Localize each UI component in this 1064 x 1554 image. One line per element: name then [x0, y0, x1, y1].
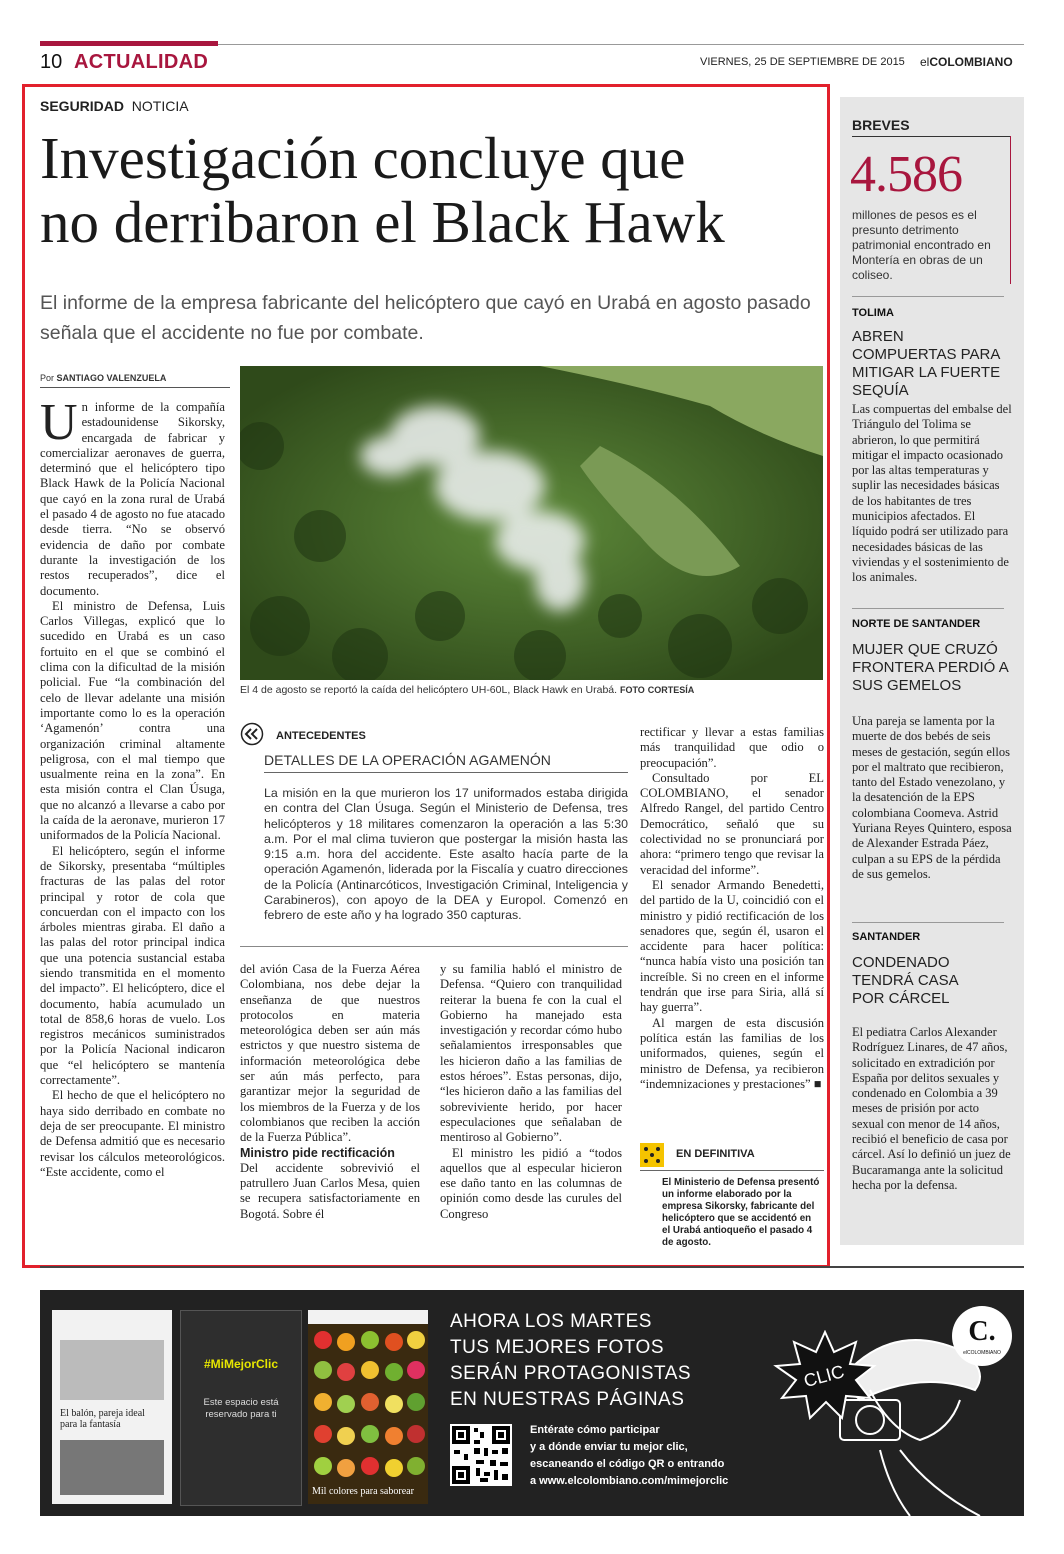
page-bottom-rule [40, 1266, 1024, 1268]
paragraph-text: n informe de la compañía estadounidense Sikorsky, encargada de fabricar y comercializar aeronaves de guerra, determinó que el helicóptero tipo Black Hawk de la Policía Nacional que cayó en la zona rural de Urabá el pasado 4 de agosto no fue atacado desde tierra. “No se observó evidencia de daño por combate durante la investigación de los restos recuperados”, dice el documento. [40, 400, 225, 598]
clic-burst-icon [770, 1330, 880, 1420]
paragraph: Consultado por EL COLOMBIANO, el senador Alfredo Rangel, del partido Centro Democrático, señaló que su colectividad no se pronunciará por ahora: “primero tengo que revisar la veracidad del informe”. [640, 770, 824, 877]
qr-code-icon[interactable] [450, 1424, 512, 1486]
antecedentes-title: DETALLES DE LA OPERACIÓN AGAMENÓN [264, 752, 551, 768]
elcolombiano-logo-icon [952, 1306, 1012, 1366]
clic-badge-text: CLIC [801, 1361, 847, 1392]
ad-headline-line: AHORA LOS MARTES [450, 1311, 652, 1332]
mini-headline: El balón, pareja ideal para la fantasía [60, 1408, 145, 1430]
antecedentes-body: La misión en la que murieron los 17 uniformados estaba dirigida en contra del Clan Úsuga. Según el Ministerio de Defensa, tres helicópteros y 18 militares comenzaron la operación a las 5:30 a.m. Por el mal clima tuvieron que postergar la misión hasta las 9:15 a.m. hora del accidente. Este asalto hacía parte de la operación Agamenón, liderada por la Fiscalía y cuatro direcciones de la Policía (Antinarcóticos, Investigación Criminal, Inteligencia y Carabineros), con apoyo de la DEA y Europol. Comenzó en febrero de este año y ha logrado 350 capturas. [264, 786, 628, 923]
ad-headline-line: TUS MEJORES FOTOS [450, 1337, 665, 1358]
paragraph: El ministro de Defensa, Luis Carlos Villegas, explicó que lo sucedido en Urabá es un caso fortuito en el que se combinó el clima con la dificultad de la misión policial. Fue “la combinación del celo de llevar adelante una misión importante como lo es la operación ‘Agamenón’ contra una organización criminal altamente peligrosa, con el mal tiempo que usualmente reina en la zona”. En esta misión contra el Clan Úsuga, que no alcanzó a llevarse a cabo por la caída de la aeronave, murieron 17 uniformados de la Policía Nacional. [40, 598, 225, 843]
article-deck: El informe de la empresa fabricante del helicóptero que cayó en Urabá en agosto pasado señala que el accidente no fue por combate. [40, 292, 811, 344]
article-column-1 [40, 394, 225, 1180]
ad-cta-line: y a dónde enviar tu mejor clic, [530, 1441, 688, 1453]
ad-url-link[interactable]: a www.elcolombiano.com/mimejorclic [530, 1475, 729, 1487]
headline-line: Investigación concluye que [40, 125, 686, 191]
antecedentes-bottom-rule [240, 946, 628, 947]
article-column-2 [240, 962, 420, 1222]
photo-caption [240, 684, 694, 696]
sidebar-item-title: CONDENADO TENDRÁ CASA POR CÁRCEL [852, 954, 958, 1007]
ad-call-to-action [530, 1422, 790, 1490]
subheading: Ministro pide rectificación [240, 1145, 395, 1160]
issue-date: VIERNES, 25 DE SEPTIEMBRE DE 2015 [700, 56, 905, 68]
logo-letter: C. [968, 1316, 996, 1347]
drop-cap: U [40, 394, 78, 451]
dots-icon [640, 1143, 664, 1167]
article-column-4 [640, 725, 824, 1092]
header-accent-bar [40, 41, 218, 46]
paragraph: El senador Armando Benedetti, del partido de la U, coincidió con el ministro y pidió rectificación de los senadores que, según él, usaron el accidente para hacer política: “nunca había visto una posición tan increíble. Si no creen en el informe tendrán que irse para Siria, allá sí hay guerra”. [640, 877, 824, 1015]
forest-smoke-image [240, 366, 823, 680]
mini-text: Este espacio está reservado para ti [203, 1397, 279, 1420]
mini-page-fruits [308, 1310, 428, 1504]
mini-page-reserved [180, 1310, 302, 1506]
fruits-image [308, 1310, 428, 1504]
headline-line: no derribaron el Black Hawk [40, 189, 725, 255]
caption-text: El 4 de agosto se reportó la caída del helicóptero UH-60L, Black Hawk en Urabá. [240, 684, 618, 696]
brand-logo [920, 55, 1013, 69]
sidebar-region: TOLIMA [852, 307, 894, 319]
definitiva-rule [640, 1170, 824, 1171]
ad-cta-line: escaneando el código QR o entrando [530, 1458, 725, 1470]
ad-headline [450, 1309, 780, 1413]
byline-rule [40, 387, 230, 388]
sidebar-rule [852, 922, 1004, 923]
article-kicker [40, 98, 189, 114]
sidebar-number-text: millones de pesos es el presunto detrimento patrimonial encontrado en Montería en obras de un coliseo. [852, 208, 991, 282]
rewind-icon [240, 722, 264, 746]
sidebar-rule [852, 608, 1004, 609]
ad-headline-line: SERÁN PROTAGONISTAS [450, 1363, 692, 1384]
byline-author: SANTIAGO VALENZUELA [56, 373, 167, 383]
mini-photo [60, 1440, 164, 1495]
sidebar-item-body: Las compuertas del embalse del Triángulo del Tolima se abrieron, lo que permitirá mitigar el impacto ocasionado por las altas temperaturas y suplir las necesidades básicas de los habitantes de tres municipios afectados. El líquido podrá ser utilizado para necesidades básicas de las viviendas y el sostenimiento de los animales. [852, 402, 1012, 585]
mini-page-sports [52, 1310, 172, 1504]
mini-photo [60, 1340, 164, 1400]
mini-hashtag: #MiMejorClic [203, 1357, 278, 1371]
paragraph: Del accidente sobrevivió el patrullero Juan Carlos Mesa, quien se recupera satisfactoriamente en Bogotá. Sobre él [240, 1160, 420, 1221]
sidebar-item-title: ABREN COMPUERTAS PARA MITIGAR LA FUERTE SEQUÍA [852, 328, 1001, 399]
mini-caption: Mil colores para saborear [312, 1486, 414, 1497]
paragraph: El ministro les pidió a “todos aquellos que al especular hicieron ese daño tanto en las columnas de opinión como desde las curules del Congreso [440, 1145, 622, 1221]
paragraph: rectificar y llevar a estas familias más tranquilidad que odio o preocupación”. [640, 725, 824, 770]
section-title: ACTUALIDAD [74, 51, 209, 73]
definitiva-label: EN DEFINITIVA [676, 1148, 755, 1160]
article-column-3 [440, 962, 622, 1222]
sidebar-big-number: 4.586 [850, 146, 962, 203]
logo-text: elCOLOMBIANO [963, 1350, 1001, 1356]
page-number: 10 [40, 51, 63, 73]
paragraph: El helicóptero, según el informe de Sikorsky, presentaba “múltiples fracturas de las palas del rotor principal y rotor de cola que concuerdan con el impacto con los árboles mientras giraba. El daño a las palas del rotor principal indica que una potencia sustancial estaba siendo transmitida en el momento del impacto”. El helicóptero, dice el documento, había acumulado un total de 858,6 horas de vuelo. Los registros mecánicos suministrados por la Policía Nacional indicaron que “el helicóptero se mantenía correctamente”. [40, 843, 225, 1088]
paragraph: y su familia habló el ministro de Defensa. “Quiero con tranquilidad reiterar la buena fe con la cual el Gobierno ha manejado esta investigación y recordar cómo hubo señalamientos irresponsables que les hicieron daño a las familias de estos héroes”. Estas personas, dijo, “les hicieron daño a las familias del sobreviviente herido, por hacer especulaciones que señalaban de mentiroso al Gobierno”. [440, 962, 622, 1145]
article-headline [40, 126, 820, 254]
paragraph: El hecho de que el helicóptero no haya sido derribado en combate no deja de ser preocupante. El ministro de Defensa admitió que es necesario revisar los cálculos meteorológicos. “Este accidente, como el [40, 1088, 225, 1179]
sidebar-region: NORTE DE SANTANDER [852, 618, 981, 630]
sidebar-item-body: El pediatra Carlos Alexander Rodríguez Linares, de 47 años, solicitado en extradición por España por delitos sexuales y condenado en Colombia a 39 meses de prisión por acto sexual con menor de 14 años, recibió el beneficio de casa por cárcel. Así lo definió un juez de Bucaramanga ante la solicitud hecha por la defensa. [852, 1025, 1011, 1192]
photo-credit-label: FOTO [619, 685, 645, 695]
kicker-type: NOTICIA [131, 98, 189, 114]
ad-cta-line: Entérate cómo participar [530, 1424, 660, 1436]
article-photo [240, 366, 823, 680]
sidebar-title: BREVES [852, 117, 910, 133]
sidebar-title-rule [852, 136, 1010, 137]
antecedentes-rule [264, 772, 628, 773]
header-rule [218, 44, 1024, 45]
brand-prefix: el [920, 55, 930, 69]
kicker-section: SEGURIDAD [40, 98, 125, 114]
paragraph: Al margen de esta discusión política están las familias de los uniformados, quienes, según el ministro de Defensa, ya recibieron “indemnizaciones y prestaciones” ■ [640, 1015, 824, 1091]
sidebar-item-body: Una pareja se lamenta por la muerte de dos bebés de seis meses de gestación, según ellos por el maltrato que recibieron, tanto del Estado venezolano, y la desatención de la EPS colombiana Coomeva. Astrid Yuriana Reyes Quintero, esposa de Alexander Estrada Páez, culpan a su EPS de la pérdida de sus gemelos. [852, 714, 1012, 881]
antecedentes-label: ANTECEDENTES [276, 730, 366, 742]
byline-prefix: Por [40, 373, 55, 383]
sidebar-accent-rule [1010, 136, 1011, 284]
sidebar-region: SANTANDER [852, 931, 921, 943]
ad-headline-line: EN NUESTRAS PÁGINAS [450, 1389, 685, 1410]
paragraph [40, 394, 225, 599]
brand-name: COLOMBIANO [929, 55, 1013, 69]
sidebar-rule [852, 296, 1004, 297]
definitiva-body: El Ministerio de Defensa presentó un informe elaborado por la empresa Sikorsky, fabricante del helicóptero que se accidentó en el Urabá antioqueño el pasado 4 de agosto. [662, 1177, 820, 1248]
paragraph: del avión Casa de la Fuerza Aérea Colombiana, nos debe dejar la enseñanza de que nuestros protocolos en materia meteorológica deben ser aún más estrictos y que nuestro sistema de información meteorológica debe ser aún más perfecto, para garantizar mejor la seguridad de los miembros de la Fuerza y de los colombianos que reciben la acción de la Fuerza Pública”. [240, 962, 420, 1145]
sidebar-item-title: MUJER QUE CRUZÓ FRONTERA PERDIÓ A SUS GEMELOS [852, 641, 1008, 694]
photo-credit: CORTESÍA [647, 685, 695, 695]
byline [40, 373, 166, 383]
